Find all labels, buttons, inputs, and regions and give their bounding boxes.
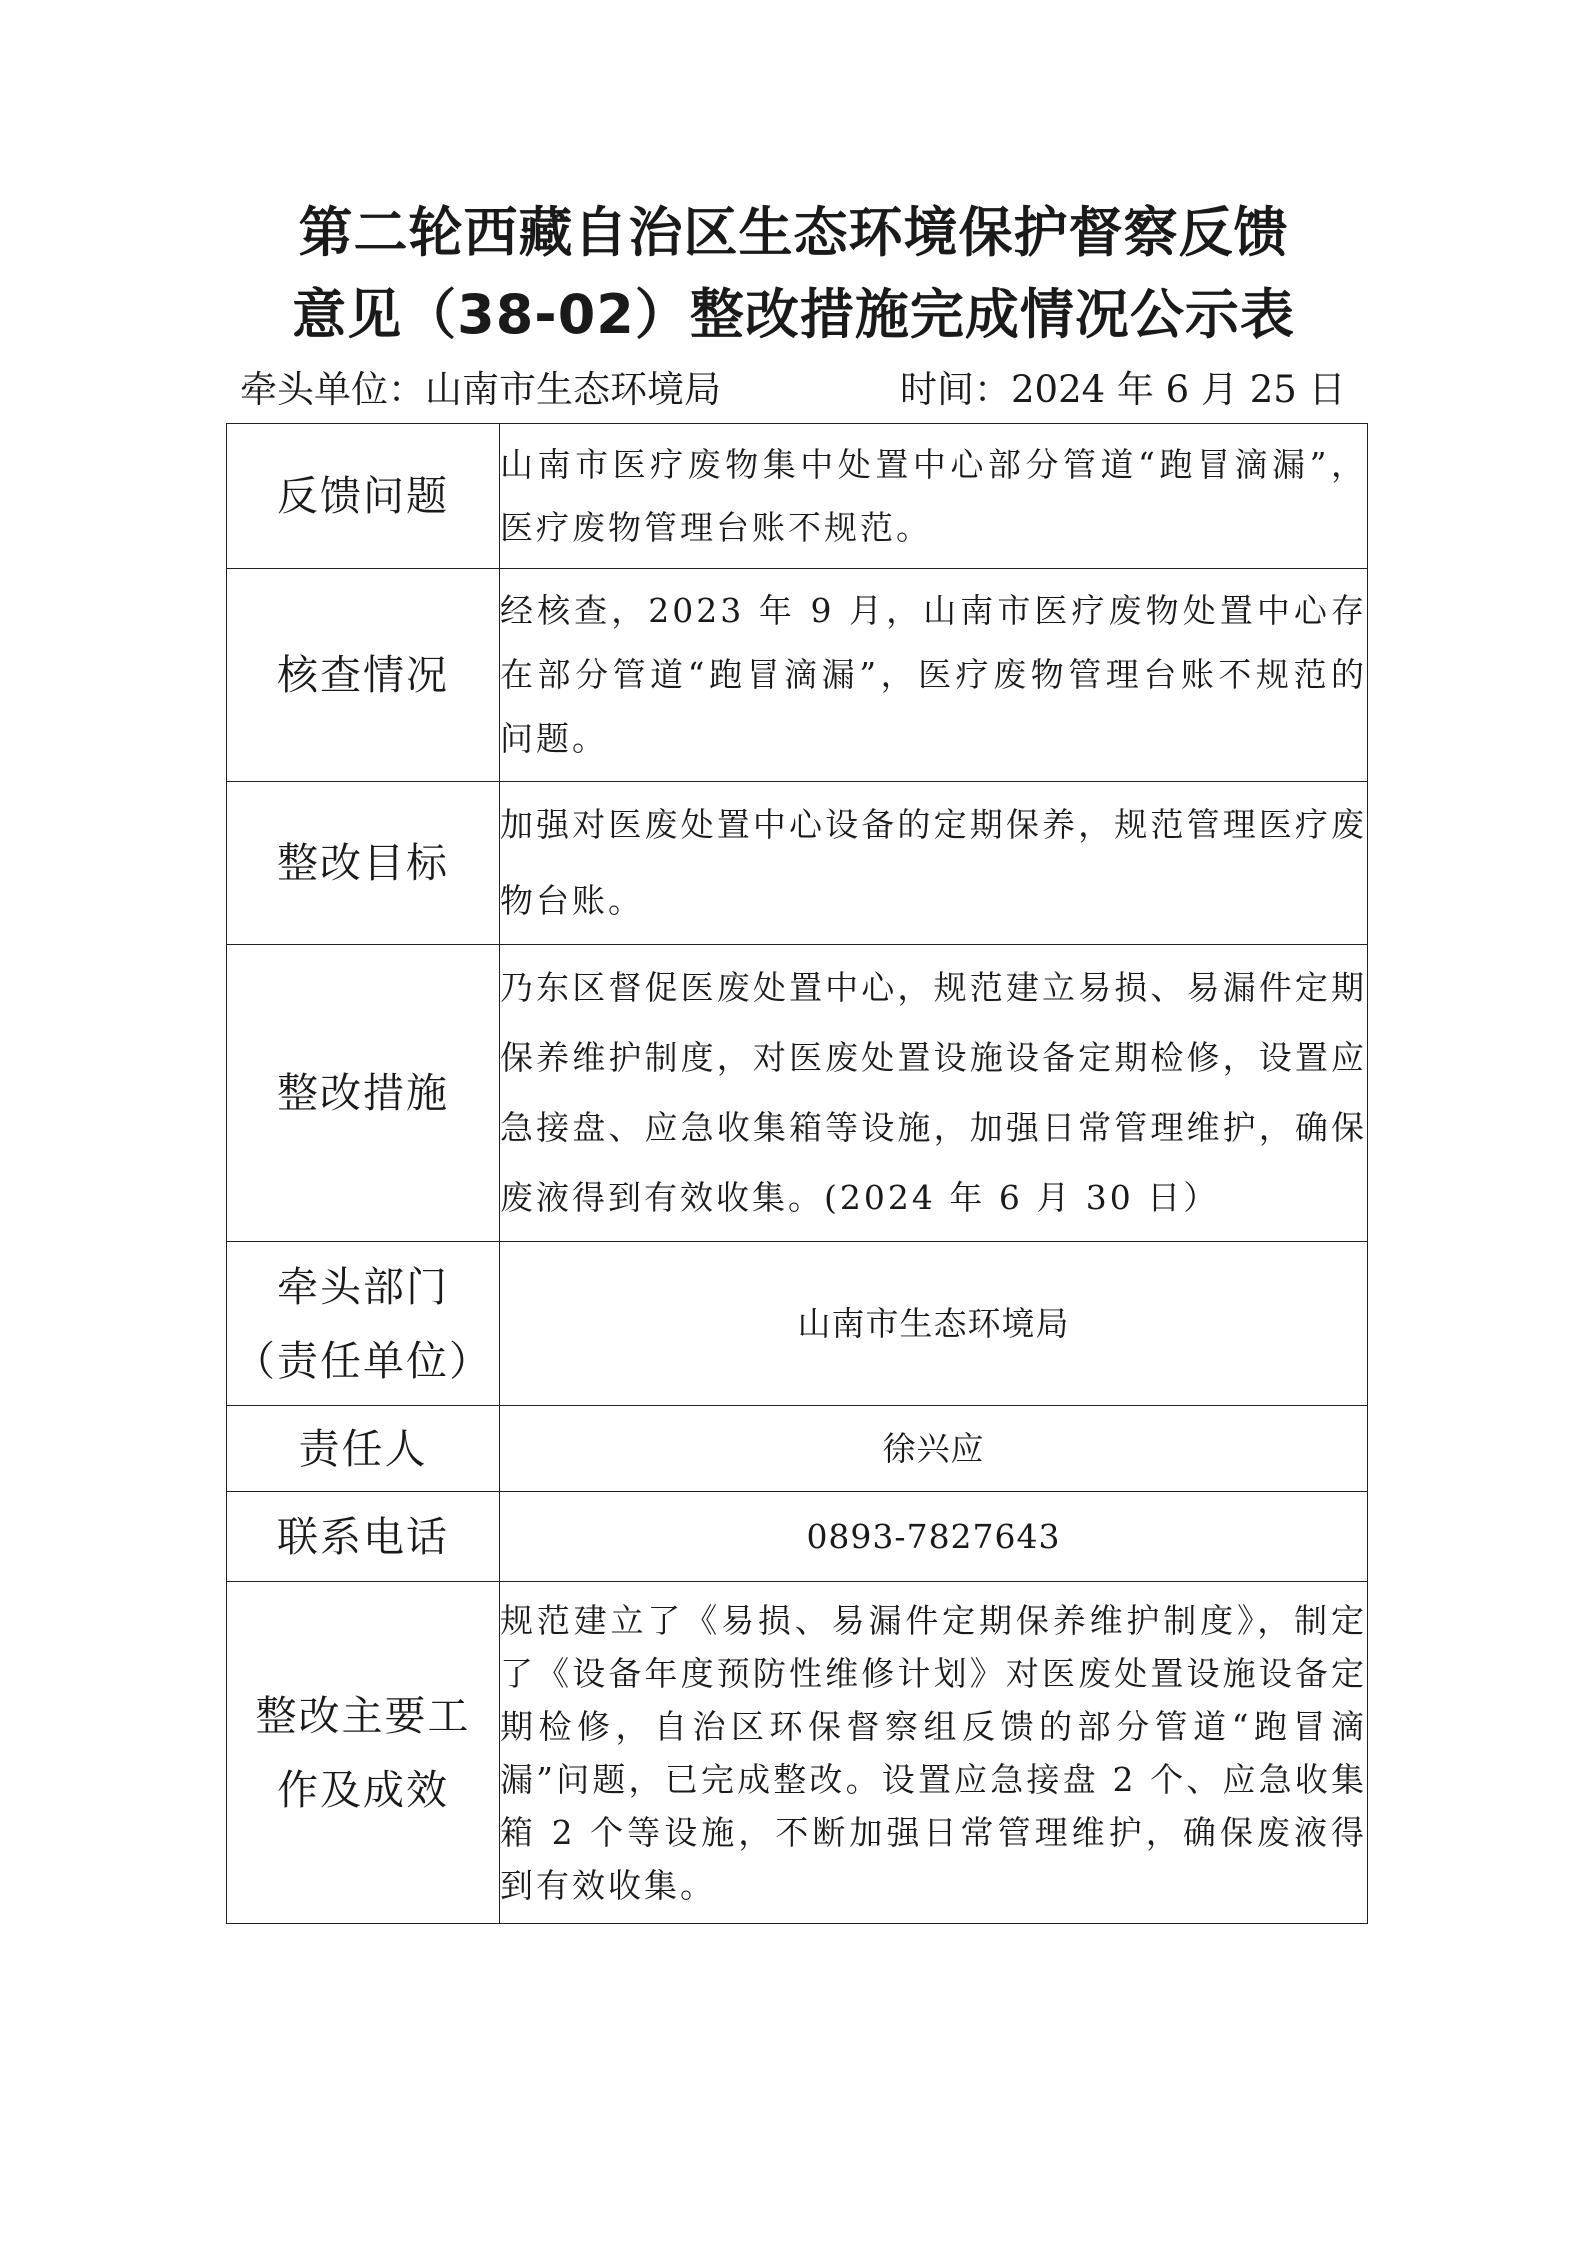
row-label: 整改目标 [227, 782, 500, 945]
lead-unit: 牵头单位：山南市生态环境局 [240, 368, 721, 411]
publish-date: 时间：2024 年 6 月 25 日 [900, 368, 1346, 411]
document-title [0, 192, 1587, 356]
row-content: 加强对医废处置中心设备的定期保养，规范管理医疗废物台账。 [500, 782, 1368, 945]
table-row-main-work-results [227, 1582, 1368, 1924]
row-label-line-1: 牵头部门 [277, 1262, 449, 1311]
table-row-lead-department [227, 1242, 1368, 1406]
row-label-line-1: 整改主要工 [255, 1691, 471, 1740]
row-label: 责任人 [227, 1406, 500, 1492]
row-content: 山南市医疗废物集中处置中心部分管道“跑冒滴漏”，医疗废物管理台账不规范。 [500, 424, 1368, 569]
row-label-line-2: （责任单位） [234, 1336, 492, 1385]
table-row-responsible-person [227, 1406, 1368, 1492]
row-label: 整改措施 [227, 945, 500, 1242]
table-row-measures [227, 945, 1368, 1242]
row-label: 核查情况 [227, 569, 500, 782]
row-content: 经核查，2023 年 9 月，山南市医疗废物处置中心存在部分管道“跑冒滴漏”，医疗废物管理台账不规范的问题。 [500, 569, 1368, 782]
row-label-line-2: 作及成效 [277, 1765, 449, 1814]
title-line-1: 第二轮西藏自治区生态环境保护督察反馈 [298, 201, 1289, 264]
table-row-phone [227, 1492, 1368, 1582]
row-content: 规范建立了《易损、易漏件定期保养维护制度》，制定了《设备年度预防性维修计划》对医废处置设施设备定期检修，自治区环保督察组反馈的部分管道“跑冒滴漏”问题，已完成整改。设置应急接盘 2 个、应急收集箱 2 个等设施，不断加强日常管理维护，确保废液得到有效收集。 [500, 1582, 1368, 1924]
table-row-feedback-issue [227, 424, 1368, 569]
row-label: 反馈问题 [227, 424, 500, 569]
row-content: 0893-7827643 [500, 1492, 1368, 1582]
row-content: 徐兴应 [500, 1406, 1368, 1492]
row-content: 山南市生态环境局 [500, 1242, 1368, 1406]
row-label [227, 1242, 500, 1406]
title-line-2: 意见（38-02）整改措施完成情况公示表 [292, 283, 1295, 346]
row-label: 联系电话 [227, 1492, 500, 1582]
document-meta [240, 362, 1350, 418]
rectification-table [226, 423, 1368, 1924]
row-content: 乃东区督促医废处置中心，规范建立易损、易漏件定期保养维护制度，对医废处置设施设备定期检修，设置应急接盘、应急收集箱等设施，加强日常管理维护，确保废液得到有效收集。(2024 年 6 月 30 日） [500, 945, 1368, 1242]
table-row-verification [227, 569, 1368, 782]
row-label [227, 1582, 500, 1924]
table-row-target [227, 782, 1368, 945]
